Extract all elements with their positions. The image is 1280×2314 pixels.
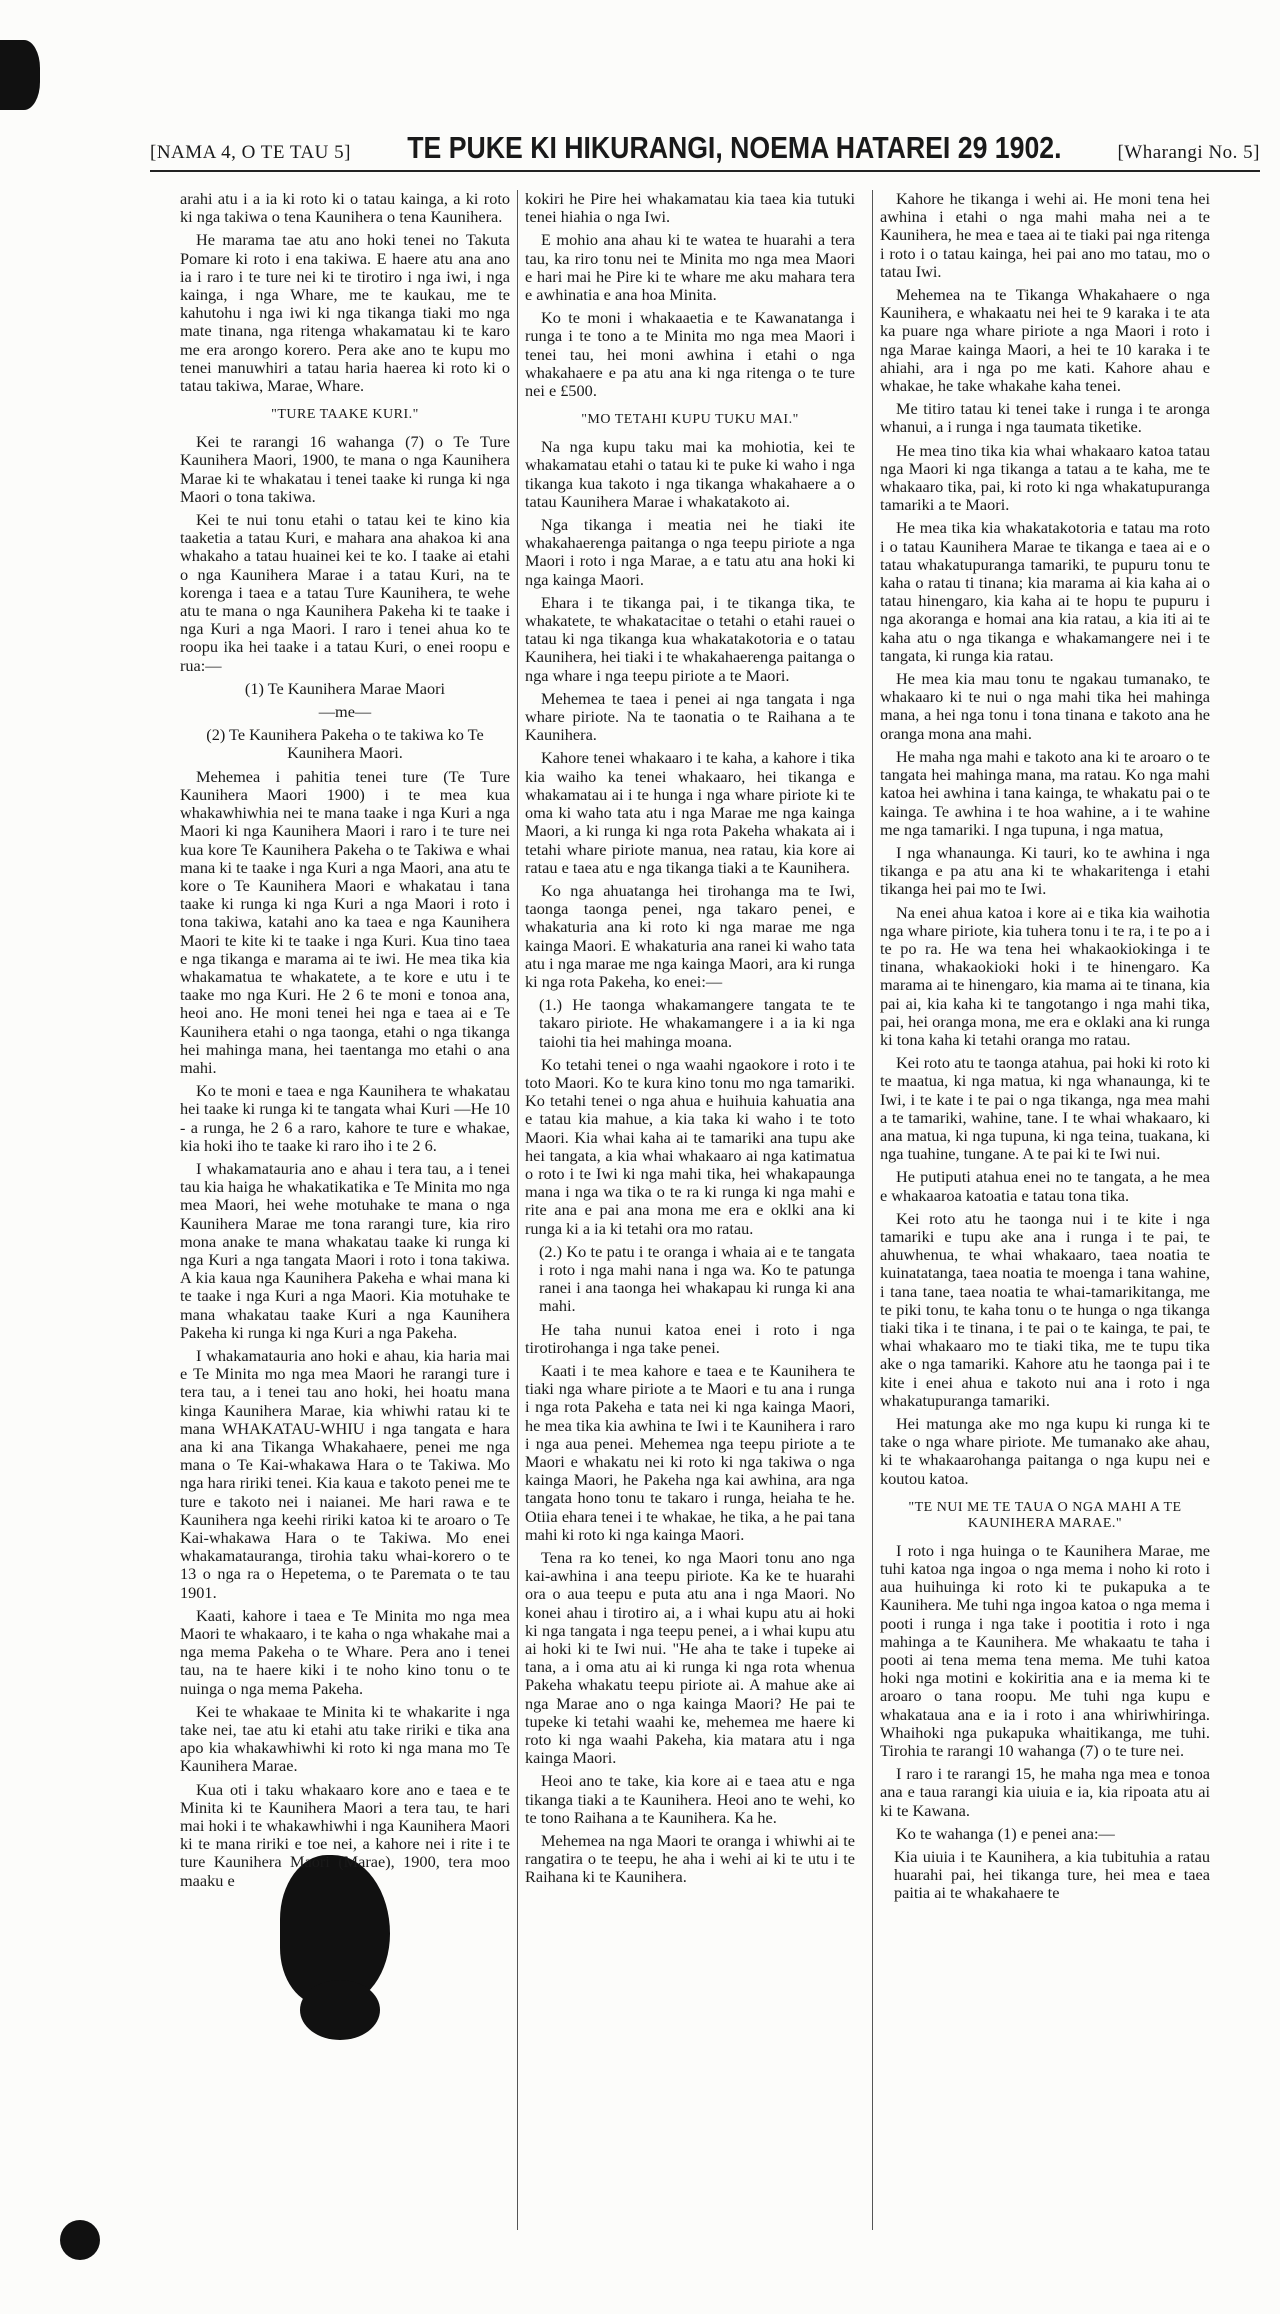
- masthead: [150, 130, 1260, 172]
- issue-number: [NAMA 4, O TE TAU 5]: [150, 142, 351, 163]
- paragraph: He mea tino tika kia whai whakaaro katoa tatau nga Maori ki nga tikanga a tatau a te kaha, me te whakaaro tika, pai, ki roto ki nga whakatupuranga tamariki a te Maori.: [880, 440, 1210, 515]
- section-heading: "TURE TAAKE KURI.": [271, 407, 419, 423]
- paragraph: Ko te wahanga (1) e penei ana:—: [896, 1823, 1115, 1843]
- paragraph: Kei roto atu te taonga atahua, pai hoki ki roto ki te maatua, ki nga matua, ki nga whanaunga, ki te Iwi, i te kate i te pai o nga tikanga, nga mea mahi a te tamariki, wahine, tane. I te whai whakaaro, ki ana matua, ki nga tupuna, ki nga teina, tuakana, ki nga tuahine, tungane. A te pai ki te Iwi nui.: [880, 1053, 1210, 1164]
- paragraph: Nga tikanga i meatia nei he tiaki ite whakahaerenga paitanga o nga teepu piriote a nga Maori i roto i nga Marae, a e tatu atu ana hoki ki nga kainga Maori.: [525, 515, 855, 589]
- paragraph: Kahore he tikanga i wehi ai. He moni tena hei awhina i etahi o nga mahi maha nei a te Kaunihera, he mea e taea ai te tiaki pai nga ritenga i roto i o tatau kainga, hei pai ano mo tatau, mo o tatau Iwi.: [880, 190, 1210, 281]
- paragraph: Mehemea i pahitia tenei ture (Te Ture Kaunihera Maori 1900) i te mea kua whakawhiwhia nei te mana taake i nga Kuri a nga Maori ki nga Kaunihera Maori i raro i te ture nei kua kore Te Kaunihera Pakeha o te Takiwa e whai mana ki te taake i nga Kuri a nga Maori, ana atu te kore o Te Kaunihera Maori e whakatau i tana taake ki runga ki nga Kuri a nga Maori i roto i tona takiwa, katahi ano ka taea e nga Kaunihera Maori te kite ki te taake i nga Kuri. Kua tino taea e nga tikanga e marama ai te iwi. He mea tika kia whakamatua te whakatete, a te kore e utu i te taake mo nga Kuri. He 2 6 te moni e tonoa ana, heoi ano. He moni tenei hei nga e taea ai e Te Kaunihera etahi o nga taonga, etahi o nga tikanga hei mahinga mana, hei taentanga mo etahi o ana mahi.: [180, 766, 510, 1077]
- column-2: [525, 190, 855, 2250]
- section-heading: "TE NUI ME TE TAUA O NGA MAHI A TE KAUNIHERA MARAE.": [908, 1499, 1182, 1531]
- paragraph: (1) Te Kaunihera Marae Maori: [244, 678, 446, 698]
- paragraph: (2) Te Kaunihera Pakeha o te takiwa ko Te Kaunihera Maori.: [206, 725, 484, 763]
- paragraph: He marama tae atu ano hoki tenei no Takuta Pomare ki roto i ena takiwa. E haere atu ana ano ia i raro i te ture nei ki te tirotiro i nga iwi, i nga kainga, i nga Whare, me te kaukau, me te kahutohu i nga iwi ki nga tikanga tiaki mo nga mate tinana, nga ritenga whakamatau ki te karo me era arongo korero. Pera ake ano te kupu mo tenei manuwhiri a tatau haria haerea ki roto ki o tatau takiwa, Marae, Whare.: [180, 230, 510, 396]
- paragraph: I whakamatauria ano e ahau i tera tau, a i tenei tau kia haiga he whakatikatika e Te Minita mo nga mea Maori, hei wehe motuhake te mana o nga Kaunihera Marae me tona rarangi ture, kia riro mona anake te mana whakatau taake ki runga ki nga Kuri a nga tangata Maori i roto i tona takiwa. A kia kaua nga Kaunihera Pakeha e whai mana ki te taake i nga Kuri a nga Maori. Kia motuhake te mana whakatau taake Kuri a nga Kaunihera Pakeha ki runga ki nga Kuri a nga Pakeha.: [180, 1158, 510, 1342]
- paragraph: Hei matunga ake mo nga kupu ki runga ki te take o nga whare piriote. Me tumanako ake ahau, ki te whakaarohanga paitanga o nga kupu nei e koutou katoa.: [880, 1414, 1210, 1488]
- paragraph: Tena ra ko tenei, ko nga Maori tonu ano nga kai-awhina i ana teepu piriote. Ka ke te huarahi ora o aua teepu e puta atu ana i nga Maori. No konei ahau i tirotiro ai, a i whai kupu atu ai hoki ki nga tangata i nga teepu penei, a i whai kupu atu ai hoki ki te Iwi nui. "He aha te take i tupeke ai tana, a i oma atu ai ki runga ki nga rota whenua Pakeha whakatu teepu piriote ai. A mahue ake ai nga Marae ano o nga kainga Maori? He pai te tupeke ki tetahi waahi ke, mehemea me haere ki roto ki nga waahi Pakeha, kia matara atu i nga kainga Maori.: [525, 1548, 855, 1768]
- paragraph: Mehemea na nga Maori te oranga i whiwhi ai te rangatira o te teepu, he aha i wehi ai ki te utu i te Raihana ki te Kaunihera.: [525, 1831, 855, 1887]
- paragraph: I roto i nga huinga o te Kaunihera Marae, me tuhi katoa nga ingoa o nga mema i noho ki roto i aua huihuinga ki roto ki te pukapuka a te Kaunihera. Me tuhi nga ingoa katoa o nga mema i pooti i runga i nga take i pootitia i roto i nga mahinga a te Kaunihera. Me whakaatu te taha i pooti ai tena mema tena mema. Me tuhi katoa hoki nga motini e kokiritia ana e ia mema ki te aroaro o tana roopu. Me tuhi nga kupu e whakataua ana e ia i roto i ana whiriwhiringa. Whaihoki nga pukapuka whaitikanga, me tuhi. Tirohia te rarangi 10 wahanga (7) o te ture nei.: [880, 1540, 1210, 1761]
- paragraph: I whakamatauria ano hoki e ahau, kia haria mai e Te Minita mo nga mea Maori he rarangi ture i tera tau, a i tenei tau ano hoki, hei hoatu mana kinga Kaunihera Marae, kia whiwhi ratau ki te mana WHAKATAU-WHIU i nga tangata e hara ana ki ana Tikanga Whakahaere, penei me nga mana o Te Kai-whakawa Hara o te Takiwa. Mo nga hara ririki tenei. Kia kaua e takoto penei me te ture e takoto nei i naianei. Me hari rawa e te Kaunihera nga keehi ririki katoa ki te aroaro o Te Kai-whakawa Hara o te Takiwa. Mo enei whakamatauranga, tirohia taku whai-korero o te 13 o nga ra o Hepetema, o te Paremata o te tau 1901.: [180, 1345, 510, 1602]
- section-heading: "MO TETAHI KUPU TUKU MAI.": [581, 412, 799, 428]
- paragraph: Na nga kupu taku mai ka mohiotia, kei te whakamatau etahi o tatau ki te puke ki waho i nga tikanga kua takoto i nga tikanga whakahaere a o tatau Kaunihera Marae i whakatakoto ai.: [525, 437, 855, 511]
- paragraph: He taha nunui katoa enei i roto i nga tirotirohanga i nga take penei.: [525, 1319, 855, 1357]
- ink-speck: [60, 2220, 100, 2260]
- paragraph: Ko te moni i whakaaetia e te Kawanatanga i runga i te tono a te Minita mo nga mea Maori i tenei tau, hei moni awhina i etahi o nga whakahaere e pa atu ana ki nga ritenga o te ture nei e £500.: [525, 308, 855, 401]
- paragraph: Kei te nui tonu etahi o tatau kei te kino kia taaketia a tatau Kuri, e mahara ana ahakoa ki ana whakaho a tatau huainei kei te ko. I taake ai etahi o nga Kaunihera Marae i a tatau Kuri, na te korenga i taea e a tatau Ture Kaunihera, te wehe atu te mana o nga Kaunihera Pakeha ki te taake i nga Kuri a nga Maori. I raro i tenei ahua ko te roopu ika hei taake i a tatau Kuri, o enei roopu e rua:—: [180, 510, 510, 675]
- paragraph: Kei te rarangi 16 wahanga (7) o Te Ture Kaunihera Maori, 1900, te mana o nga Kaunihera Marae ki te whakatau i tenei taake ki runga ki nga Maori o tona takiwa.: [180, 432, 510, 506]
- paragraph: kokiri he Pire hei whakamatau kia taea kia tutuki tenei hiahia o nga Iwi.: [525, 190, 855, 227]
- article-columns: [180, 190, 1280, 2250]
- column-3: [880, 190, 1210, 2250]
- paragraph: I raro i te rarangi 15, he maha nga mea e tonoa ana e taua rarangi kia uiuia e ia, kia ripoata atu ai ki te Kawana.: [880, 1764, 1210, 1820]
- paragraph: Ko tetahi tenei o nga waahi ngaokore i roto i te toto Maori. Ko te kura kino tonu mo nga tamariki. Ko tetahi tenei o nga ahua e huihuia kahuatia ana e tatau kia mahue, a kia taka ki waho i te toto Maori. Kia whai kaha ai te tamariki ana tupu ake hei tangata, a kia whai whakaaro ai nga katimatua o roto i te Iwi ki nga mahi tika, hei whakapaunga mana i nga wa tika o te ra ki runga ki nga mahi e rite ana e pai ana mona me era e oklki ana ki runga ki a ia ki tetahi ora mo ratau.: [525, 1054, 855, 1238]
- paragraph: Heoi ano te take, kia kore ai e taea atu e nga tikanga tiaki a te Kaunihera. Heoi ano te wehi, ko te tono Raihana a te Kaunihera. Ka he.: [525, 1771, 855, 1827]
- paragraph: Kei te whakaae te Minita ki te whakarite i nga take nei, tae atu ki etahi atu take ririki e tika ana apo kia whakawhiwhi ki roto ki nga mana mo Te Kaunihera Marae.: [180, 1701, 510, 1776]
- paragraph: (2.) Ko te patu i te oranga i whaia ai e te tangata i roto i nga mahi nana i nga wa. Ko te patunga ranei i ana taonga hei whakapau ki runga ki ana mahi.: [539, 1241, 855, 1316]
- newspaper-title: TE PUKE KI HIKURANGI, NOEMA HATAREI 29 1902.: [407, 130, 1062, 165]
- paragraph: E mohio ana ahau ki te watea te huarahi a tera tau, ka riro tonu nei te Minita mo nga mea Maori e hari mai he Pire ki te whare me aku mahara tera e awhinatia e ana hoa Minita.: [525, 230, 855, 305]
- paragraph: I nga whanaunga. Ki tauri, ko te awhina i nga tikanga e pa atu ana ki te whakaritenga i etahi tikanga hei pai mo te Iwi.: [880, 842, 1210, 899]
- paragraph: Kia uiuia i te Kaunihera, a kia tubituhia a ratau huarahi pai, hei tikanga ture, hei mea e taea paitia ai te whakahaere te: [894, 1847, 1210, 1903]
- paragraph: Ko nga ahuatanga hei tirohanga ma te Iwi, taonga taonga penei, nga takaro penei, e whakaturia ana ki roto ki nga marae me nga kainga Maori. E whakaturia ana ranei ki waho tata atu i nga marae me nga kainga Maori, ara ki runga ki nga rota Pakeha, ko enei:—: [525, 880, 855, 991]
- paragraph: Ehara i te tikanga pai, i te tikanga tika, te whakatete, te whakatacitae o tetahi o etahi rauei o tatau ki nga tikanga kua whakatakotoria e o tatau Kaunihera, hei tiaki i te whakahaerenga paitanga o nga whare i nga teepu piriote a te Maori.: [525, 592, 855, 685]
- paragraph: Mehemea na te Tikanga Whakahaere o nga Kaunihera, e whakaatu nei hei te 9 karaka i te ata ka puare nga whare piriote a nga Maori i roto i nga Marae kainga Maori, a hei te 10 karaka i te ahiahi, ara i nga po me kati. Kahore ahau e whakae, he take whakahe kaha tenei.: [880, 285, 1210, 396]
- paragraph: Kei roto atu he taonga nui i te kite i nga tamariki e tupu ake ana i runga i te pai, te ahuwhenua, te whai whakaaro, taea noatia te kuinatatanga, taea noatia te moenga i tana wahine, i tana tane, taea noatia te whai-tamarikitanga, me te piki tonu, te kaha tonu o te hunga o nga tikanga tiaki tika i te tinana, i te pai o te kainga, te pai, te whai whakaaro mo te tiaki tika, me te tupu tika ake o nga tamariki. Kahore atu he taonga pai i te kite i enei ahua e takoto nui ana i roto i nga whakatupuranga tamariki.: [880, 1208, 1210, 1410]
- paragraph: He putiputi atahua enei no te tangata, a he mea e whakaaroa katoatia e tatau tona tika.: [880, 1167, 1210, 1205]
- column-1: [180, 190, 510, 2250]
- page-number: [Wharangi No. 5]: [1117, 142, 1260, 163]
- paragraph: (1.) He taonga whakamangere tangata te te takaro piriote. He whakamangere i a ia ki nga taiohi tia hei mahinga moana.: [539, 995, 855, 1051]
- paragraph: He mea tika kia whakatakotoria e tatau ma roto i o tatau Kaunihera Marae te tikanga e taea ai e o tatau whakatupuranga tamariki, te pupuru tonu te kaha o ratau ti tinana; kia marama ai kia kaha ai o tatau hinengaro, kia kaha ai te hopu te pupuru i nga akoranga e homai ana kia ratau, a kia iti ai te kaha atu o nga tikanga e whakamangere nei i te tangata, ki runga kia ratau.: [880, 518, 1210, 665]
- paragraph: Kaati i te mea kahore e taea e te Kaunihera te tiaki nga whare piriote a te Maori e tu ana i runga i nga rota Pakeha e tata nei ki nga kainga Maori, he mea tika kia awhina te Iwi i te Kaunihera i raro i nga aua penei. Mehemea nga teepu piriote a te Maori e whakatu nei ki roto ki nga takiwa o nga kainga Maori, he Pakeha nga kai awhina, ara nga tangata hono tonu te takaro i runga, heiaha te he. Otiia ehara tenei i te whakae, he tika, a he pai tana mahi ki roto ki nga kainga Maori.: [525, 1360, 855, 1544]
- paragraph: Na enei ahua katoa i kore ai e tika kia waihotia nga whare piriote, kia tuhera tonu i te ra, i te po a i te po ra. He wa tena hei whakaokiokinga i te tinana, whakaokioki hoki i te hinengaro. Ka marama ai te hinengaro, kia mama ai te tinana, kia pai ai, kia kaha ki te tangotango i nga mahi tika, pai, hei oranga mona, me era e oklaki ana ki runga ki tona kaha ki tetahi oranga mo ratau.: [880, 902, 1210, 1049]
- paragraph: —me—: [318, 702, 372, 722]
- ink-blot: [0, 40, 40, 110]
- paragraph: He mea kia mau tonu te ngakau tumanako, te whakaaro ki te nui o nga mahi tika hei mahinga mana, a hei nga tonu i tona tinana e takoto ana he oranga mona ana mahi.: [880, 669, 1210, 743]
- paragraph: arahi atu i a ia ki roto ki o tatau kainga, a ki roto ki nga takiwa o tena Kaunihera o tena Kaunihera.: [180, 190, 510, 227]
- paragraph: Me titiro tatau ki tenei take i runga i te aronga whanui, a i runga i nga taumata tiketike.: [880, 399, 1210, 437]
- paragraph: He maha nga mahi e takoto ana ki te aroaro o te tangata hei mahinga mana, ma ratau. Ko nga mahi katoa hei awhina i tana kainga, te whakatu pai o te kainga. Te awhina i te hoa wahine, a i te wahine me nga tamariki. I nga tupuna, i nga matua,: [880, 746, 1210, 839]
- paragraph: Kua oti i taku whakaaro kore ano e taea e te Minita ki te Kaunihera Maori a tera tau, te hari mai hoki i te whakawhiwhi i nga Kaunihera Maori ki te mana ririki e toe nei, a kahore nei i rite i te ture Kaunihera Maori (Marae), 1900, tera moo maaku e: [180, 1779, 510, 1890]
- paragraph: Ko te moni e taea e nga Kaunihera te whakatau hei taake ki runga ki te tangata whai Kuri —He 10 - a runga, he 2 6 a raro, kahore te ture e whakae, kia hoki iho te taake ki raro iho i te 2 6.: [180, 1081, 510, 1155]
- paragraph: Kahore tenei whakaaro i te kaha, a kahore i tika kia waiho ka tenei whakaaro, hei tikanga e whakamatau ai i te hunga i nga whare piriote ki te oma ki waho tata atu i nga Marae me nga kainga Maori, a ki runga ki nga rota Pakeha whakata ai i tetahi whare piriote manua, nea ratau, kia kore ai ratau e taea atu e nga tikanga tiaki a te Kaunihera.: [525, 748, 855, 877]
- paragraph: Mehemea te taea i penei ai nga tangata i nga whare piriote. Na te taonatia o te Raihana a te Kaunihera.: [525, 688, 855, 745]
- paragraph: Kaati, kahore i taea e Te Minita mo nga mea Maori te whakaaro, i te kaha o nga whakahe mai a nga mema Pakeha o te Whare. Pera ano i tenei tau, na te haere kiki i te noho kino tonu o te nuinga o nga mema Pakeha.: [180, 1605, 510, 1698]
